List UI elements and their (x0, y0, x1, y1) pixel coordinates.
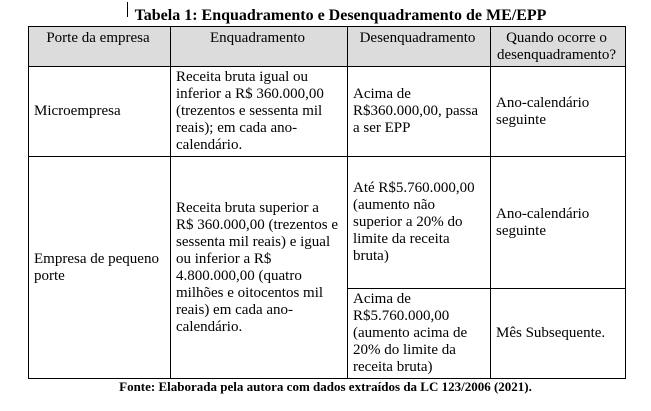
cell-epp-desenquadramento-ate: Até R$5.760.000,00 (aumento não superior a 20% do limite da receita bruta) (348, 157, 491, 289)
cell-epp-quando-2: Mês Subsequente. (491, 289, 626, 379)
table-source-note: Fonte: Elaborada pela autora com dados extraídos da LC 123/2006 (2021). (119, 379, 532, 394)
row-epp-parte-1 (29, 157, 626, 289)
cell-epp-desenquadramento-acima: Acima de R$5.760.000,00 (aumento acima de 20% do limite da receita bruta) (348, 289, 491, 379)
cell-epp-quando-1: Ano-calendário seguinte (491, 157, 626, 289)
header-row (29, 27, 626, 67)
cell-microempresa-enquadramento: Receita bruta igual ou inferior a R$ 360.000,00 (trezentos e sessenta mil reais); em cada ano-calendário. (171, 67, 348, 157)
header-cell-quando-ocorre: Quando ocorre o desenquadramento? (491, 27, 626, 67)
header-cell-enquadramento: Enquadramento (171, 27, 348, 67)
me-epp-table (28, 26, 626, 379)
cell-microempresa-quando: Ano-calendário seguinte (491, 67, 626, 157)
cell-epp-porte: Empresa de pequeno porte (29, 157, 171, 379)
header-cell-porte: Porte da empresa (29, 27, 171, 67)
cell-microempresa-porte: Microempresa (29, 67, 171, 157)
header-cell-desenquadramento: Desenquadramento (348, 27, 491, 67)
cell-epp-enquadramento: Receita bruta superior a R$ 360.000,00 (trezentos e sessenta mil reais) e igual ou inferior a R$ 4.800.000,00 (quatro milhões e oitocentos mil reais) em cada ano-calendário. (171, 157, 348, 379)
table-title: Tabela 1: Enquadramento e Desenquadramento de ME/EPP (134, 7, 547, 24)
row-microempresa (29, 67, 626, 157)
cell-microempresa-desenquadramento: Acima de R$360.000,00, passa a ser EPP (348, 67, 491, 157)
